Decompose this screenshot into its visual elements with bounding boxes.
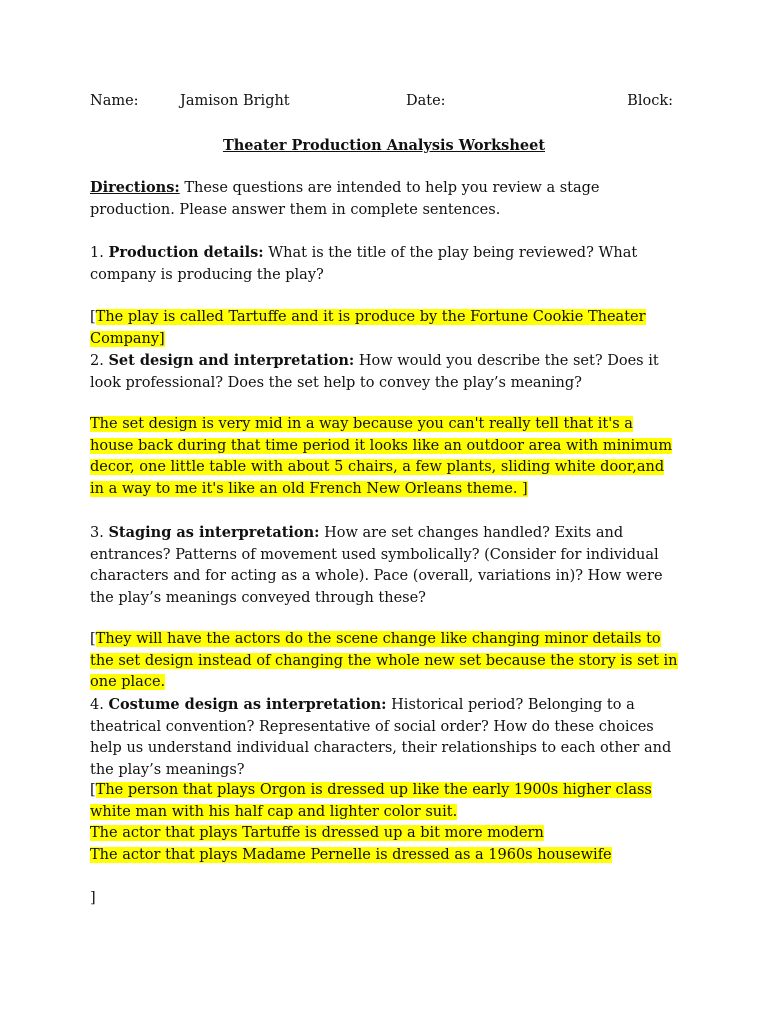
answer-4-close [90, 888, 678, 910]
answer-line: The actor that plays Tartuffe is dressed up a bit more modern [90, 825, 544, 842]
answer-line: The actor that plays Madame Pernelle is dressed as a 1960s housewife [90, 847, 612, 864]
directions-text: These questions are intended to help you review a stage production. Please answer them in complete sentences. [90, 180, 600, 218]
answer-1 [90, 307, 678, 350]
header-row [90, 91, 673, 113]
question-3 [90, 522, 678, 610]
name-label: Name: [90, 93, 139, 109]
answer-open-bracket: [ [90, 309, 96, 325]
question-label: Set design and interpretation: [108, 352, 355, 369]
question-text: Historical period? Belonging to a theatrical convention? Representative of social order? How do these choices help us understand individual characters, their relationships to each other and the play’s meanings? [90, 697, 672, 779]
question-number: 1. [90, 245, 104, 261]
answer-line: The person that plays Orgon is dressed up like the early 1900s higher class white man with his half cap and lighter color suit. [90, 782, 652, 820]
question-text: What is the title of the play being reviewed? What company is producing the play? [90, 245, 638, 283]
directions [90, 177, 678, 221]
answer-4 [90, 780, 678, 867]
answer-open-bracket: [ [90, 631, 96, 647]
question-2 [90, 350, 678, 394]
question-number: 4. [90, 697, 104, 713]
question-4 [90, 694, 678, 782]
date-label: Date: [406, 93, 446, 109]
student-name: Jamison Bright [180, 93, 290, 109]
question-label: Production details: [108, 244, 264, 261]
question-label: Staging as interpretation: [108, 524, 320, 541]
question-label: Costume design as interpretation: [108, 696, 387, 713]
directions-label: Directions: [90, 179, 180, 196]
question-number: 3. [90, 525, 104, 541]
answer-text: They will have the actors do the scene change like changing minor details to the set design instead of changing the whole new set because the story is set in one place. [90, 631, 678, 691]
worksheet-title: Theater Production Analysis Worksheet [222, 137, 546, 154]
question-text: How are set changes handled? Exits and entrances? Patterns of movement used symbolically? (Consider for individual characters and for acting as a whole). Pace (overall, variations in)? How were the play’s meanings conveyed through these? [90, 525, 663, 607]
answer-text: The set design is very mid in a way because you can't really tell that it's a house back during that time period it looks like an outdoor area with minimum decor, one little table with about 5 chairs, a few plants, sliding white door,and in a way to me it's like an old French New Orleans theme. ] [90, 416, 673, 498]
question-text: How would you describe the set? Does it look professional? Does the set help to convey the play’s meaning? [90, 353, 659, 391]
answer-text: The play is called Tartuffe and it is produce by the Fortune Cookie Theater Company] [90, 309, 646, 347]
question-1 [90, 242, 678, 286]
answer-3 [90, 629, 678, 694]
block-label: Block: [627, 93, 673, 109]
answer-2 [90, 414, 678, 501]
answer-open-bracket: [ [90, 782, 96, 798]
question-number: 2. [90, 353, 104, 369]
answer-close-bracket: ] [90, 890, 96, 906]
